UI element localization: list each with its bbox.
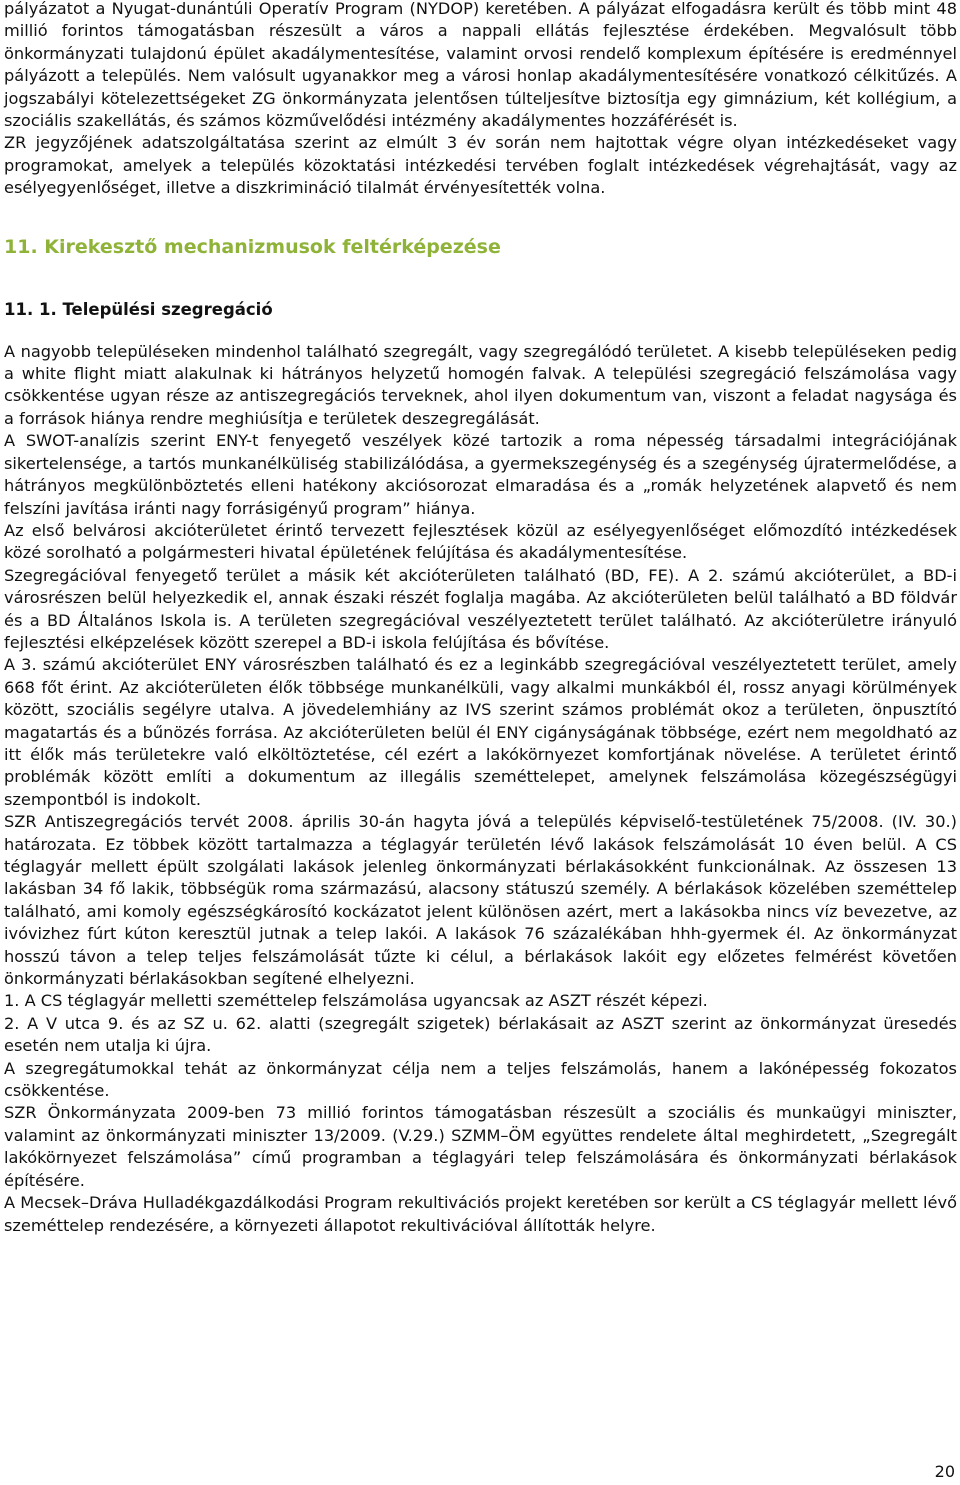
paragraph: ZR jegyzőjének adatszolgáltatása szerint az elmúlt 3 év során nem hajtottak végre olyan intézkedéseket vagy programokat, amelyek a település közoktatási intézkedési tervében foglalt intézkedések végrehajtását, vagy az esélyegyenlőséget, illetve a diszkrimináció tilalmát érvényesítették volna.	[4, 133, 957, 198]
list-item: 1. A CS téglagyár melletti szeméttelep felszámolása ugyancsak az ASZT részét képezi.	[4, 991, 708, 1011]
list-item: 2. A V utca 9. és az SZ u. 62. alatti (szegregált szigetek) bérlakásait az ASZT szerint az önkormányzat üresedés esetén nem utalja ki újra.	[4, 1013, 957, 1056]
page-number: 20	[934, 1462, 955, 1481]
intro-section	[4, 0, 957, 200]
paragraph: A nagyobb településeken mindenhol található szegregált, vagy szegregálódó területet. A kisebb településeken pedig a white flight miatt alakulnak ki hátrányos helyzetű homogén falvak. A települési szegregáció felszámolása vagy csökkentése ugyan része az antiszegregációs terveknek, ahol ilyen dokumentum van, viszont a feladat nagysága és a források hiánya rendre meghiúsítja e területek deszegregálását.	[4, 341, 957, 428]
paragraph: A SWOT-analízis szerint ENY-t fenyegető veszélyek közé tartozik a roma népesség társadalmi integrációjának sikertelensége, a tartós munkanélküliség stabilizálódása, a gyermekszegénység és a szegénység újratermelődése, a hátrányos megkülönböztetés elleni hatékony akciósorozat elmaradása és a „romák helyzetének alapvető és nem felszíni javítása iránti nagy forrásigényű program” hiánya.	[4, 431, 957, 518]
paragraph: A Mecsek–Dráva Hulladékgazdálkodási Program rekultivációs projekt keretében sor került a CS téglagyár mellett lévő szeméttelep rendezésére, a környezeti állapotot rekultivációval állították helyre.	[4, 1193, 957, 1235]
document-page	[4, 0, 957, 1237]
paragraph: A szegregátumokkal tehát az önkormányzat célja nem a teljes felszámolás, hanem a lakónépesség fokozatos csökkentése.	[4, 1058, 957, 1101]
paragraph: Szegregációval fenyegető terület a másik két akcióterületen található (BD, FE). A 2. számú akcióterület, a BD-i városrészen belül helyezkedik el, annak északi részét foglalja magába. Az akcióterületen belül található a BD földvár és a BD Általános Iskola is. A területen szegregációval veszélyeztetett terület található. Az akcióterületre irányuló fejlesztési elképzelések között szerepel a BD-i iskola felújítása és bővítése.	[4, 565, 957, 652]
paragraph: A 3. számú akcióterület ENY városrészben található és ez a leginkább szegregációval veszélyeztetett terület, amely 668 főt érint. Az akcióterületen élők többsége munkanélküli, vagy alkalmi munkákból él, rossz anyagi körülmények között, szociális segélyre utalva. A jövedelemhiány az IVS szerint számos problémát okoz a területen, önpusztító magatartás és a bűnözés forrása. Az akcióterületen belül él ENY cigányságának többsége, ezért nem megoldható az itt élők más területekre való elköltöztetése, cél ezért a lakókörnyezet komfortjának növelése. A területet érintő problémák között említi a dokumentum az illegális szeméttelepet, amelynek felszámolása közegészségügyi szempontból is indokolt.	[4, 655, 957, 809]
paragraph: SZR Önkormányzata 2009-ben 73 millió forintos támogatásban részesült a szociális és munkaügyi miniszter, valamint az önkormányzati miniszter 13/2009. (V.29.) SZMM–ÖM együttes rendelete által meghirdetett, „Szegregált lakókörnyezet felszámolása” című programban a téglagyári telep felszámolására és önkormányzati bérlakások építésére.	[4, 1103, 957, 1190]
paragraph: SZR Antiszegregációs tervét 2008. április 30-án hagyta jóvá a település képviselő-testületének 75/2008. (IV. 30.) határozata. Ez többek között tartalmazza a téglagyár területén lévő lakások felszámolását 10 éven belül. A CS téglagyár mellett épült szolgálati lakások jelenleg önkormányzati bérlakásokként funkcionálnak. Az összesen 13 lakásban 34 fő lakik, többségük roma származású, alacsony státuszú személy. A bérlakások közelében szeméttelep található, ami komoly egészségkárosító kockázatot jelent különösen azért, mert a lakásokba nincs víz bevezetve, az ivóvizhez fúrt kúton keresztül jutnak a telep lakói. A lakások 76 százalékában hhh-gyermek él. Az önkormányzat hosszú távon a telep teljes felszámolását tűzte ki célul, a bérlakások lakóit egy előzetes felmérést követően önkormányzati bérlakásokban segítené elhelyezni.	[4, 812, 957, 989]
subsection-heading: 11. 1. Települési szegregáció	[4, 299, 273, 319]
subsection-body	[4, 341, 957, 1237]
paragraph: pályázatot a Nyugat-dunántúli Operatív Program (NYDOP) keretében. A pályázat elfogadásra került és több mint 48 millió forintos támogatásban részesült a város a nappali ellátás fejlesztése érdekében. Megvalósult több önkormányzati tulajdonú épület akadálymentesítése, valamint orvosi rendelő komplexum építésére is eredménnyel pályázott a település. Nem valósult ugyanakkor meg a városi honlap akadálymentesítésére vonatkozó célkitűzés. A jogszabályi kötelezettségeket ZG önkormányzata jelentősen túlteljesítve biztosítja egy gimnázium, két kollégium, a szociális szakellátás, és számos közművelődési intézmény akadálymentes hozzáférését is.	[4, 0, 957, 131]
paragraph: Az első belvárosi akcióterületet érintő tervezett fejlesztések közül az esélyegyenlőséget előmozdító intézkedések közé sorolható a polgármesteri hivatal épületének felújítása és akadálymentesítése.	[4, 520, 957, 563]
section-heading: 11. Kirekesztő mechanizmusok feltérképezése	[4, 235, 501, 258]
